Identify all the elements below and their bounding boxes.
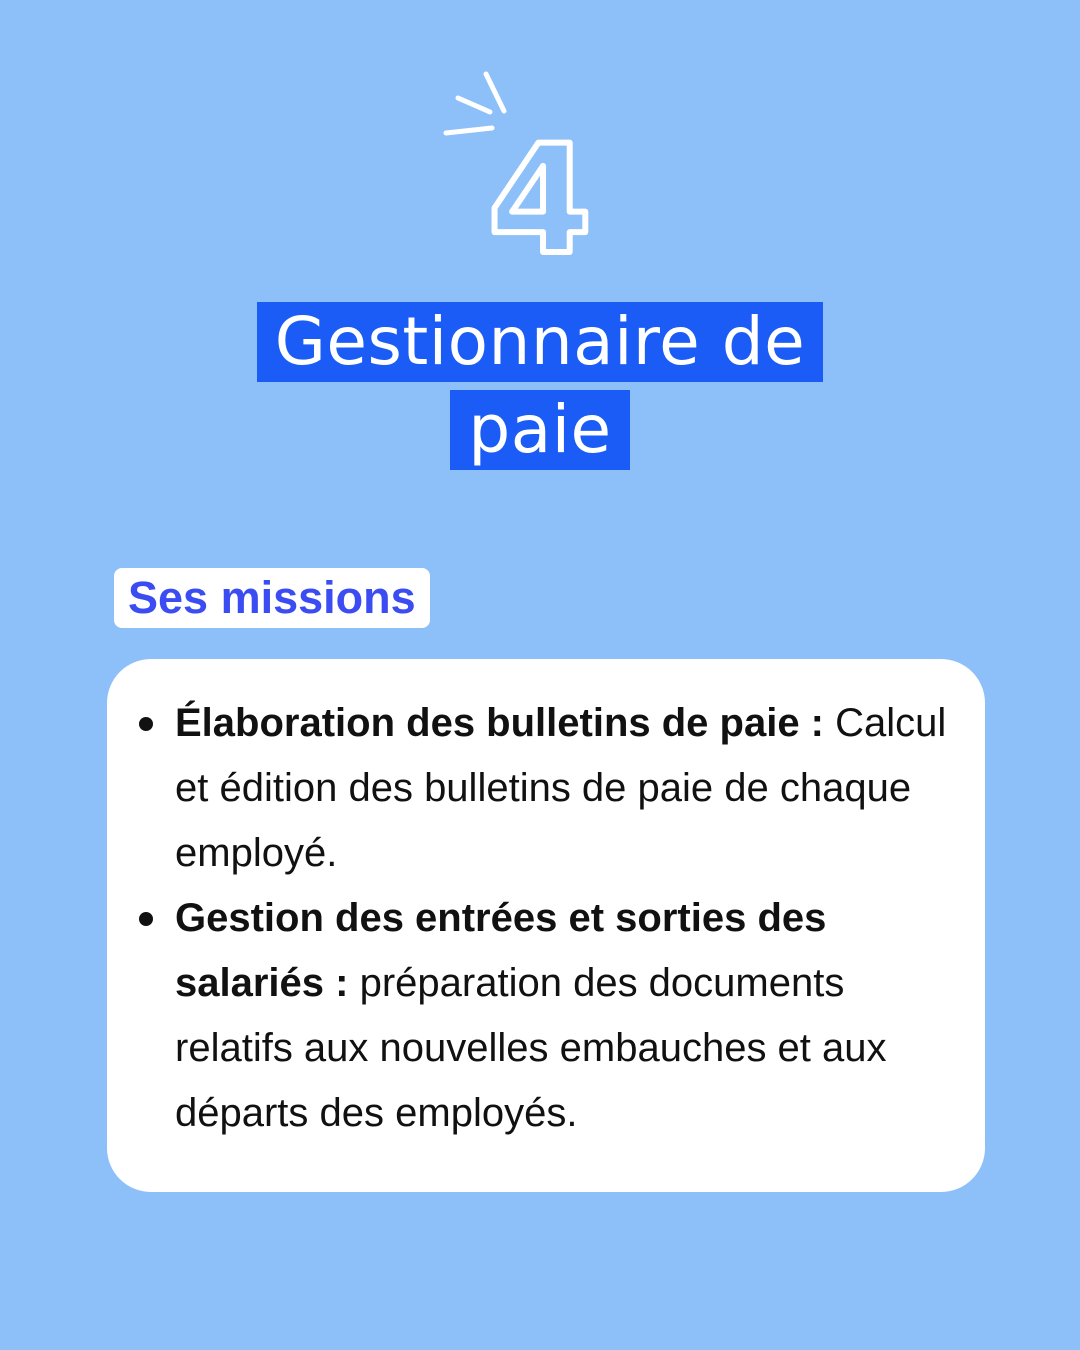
missions-card — [107, 659, 985, 1192]
mission-heading: Élaboration des bulletins de paie : — [175, 701, 825, 745]
bullet-icon — [139, 912, 153, 926]
bullet-icon — [139, 717, 153, 731]
number-four-graphic — [430, 60, 630, 270]
mission-text: Calcul et édition des bulletins de paie de chaque employé. — [175, 701, 947, 875]
missions-list — [175, 691, 955, 1146]
title-line-1: Gestionnaire de — [257, 302, 823, 382]
list-item — [175, 886, 955, 1146]
mission-heading: Gestion des entrées et sorties des salariés : — [175, 896, 827, 1005]
page-title — [0, 302, 1080, 470]
step-number: 4 — [487, 114, 593, 270]
title-line-2: paie — [450, 390, 629, 470]
missions-label: Ses missions — [114, 568, 430, 628]
mission-text: préparation des documents relatifs aux nouvelles embauches et aux départs des employés. — [175, 961, 887, 1135]
list-item — [175, 691, 955, 886]
